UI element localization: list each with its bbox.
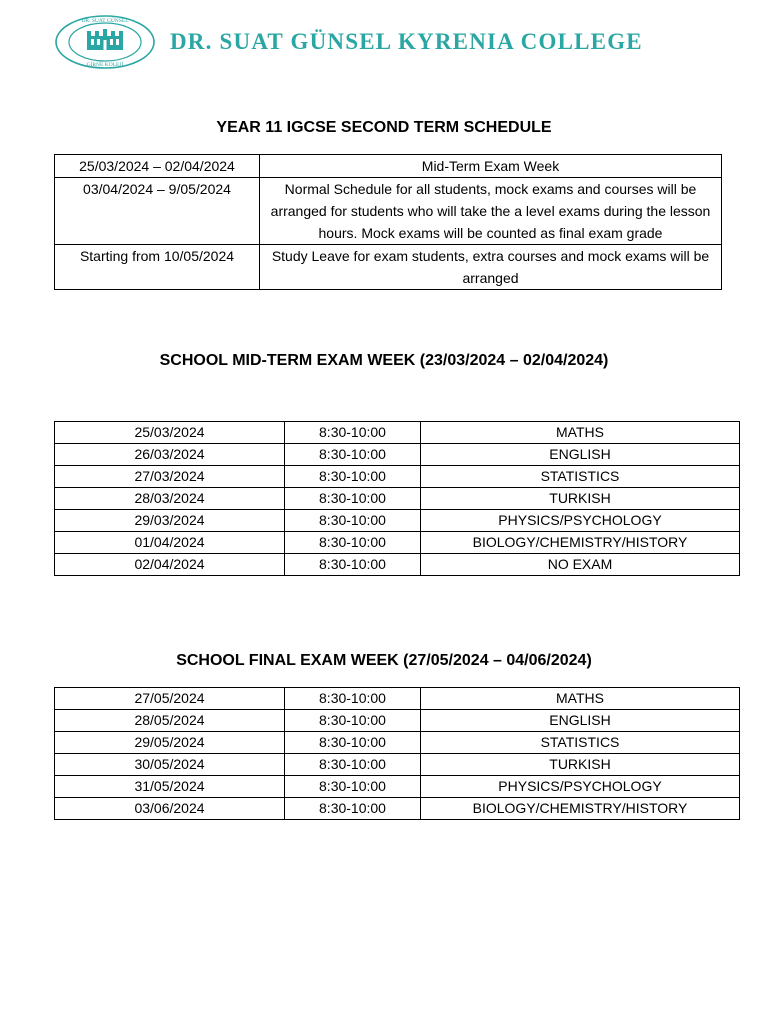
exam-time: 8:30-10:00 <box>285 510 421 532</box>
table-row <box>55 688 740 710</box>
college-logo-icon <box>54 14 156 70</box>
exam-date: 28/05/2024 <box>55 710 285 732</box>
exam-time: 8:30-10:00 <box>285 710 421 732</box>
exam-date: 29/03/2024 <box>55 510 285 532</box>
exam-time: 8:30-10:00 <box>285 466 421 488</box>
schedule-description: Mid-Term Exam Week <box>260 155 722 178</box>
schedule-description: Normal Schedule for all students, mock exams and courses will be arranged for students who will take the a level exams during the lesson hours. Mock exams will be counted as final exam grade <box>260 178 722 245</box>
schedule-dates: 25/03/2024 – 02/04/2024 <box>55 155 260 178</box>
exam-subject: NO EXAM <box>421 554 740 576</box>
exam-time: 8:30-10:00 <box>285 754 421 776</box>
table-row <box>55 155 722 178</box>
table-row <box>55 178 722 245</box>
midterm-exam-table <box>54 421 740 576</box>
exam-subject: BIOLOGY/CHEMISTRY/HISTORY <box>421 798 740 820</box>
exam-date: 26/03/2024 <box>55 444 285 466</box>
table-row <box>55 444 740 466</box>
exam-subject: MATHS <box>421 688 740 710</box>
table-row <box>55 554 740 576</box>
exam-time: 8:30-10:00 <box>285 798 421 820</box>
exam-time: 8:30-10:00 <box>285 444 421 466</box>
table-row <box>55 732 740 754</box>
exam-subject: TURKISH <box>421 754 740 776</box>
schedule-dates: 03/04/2024 – 9/05/2024 <box>55 178 260 245</box>
table-row <box>55 754 740 776</box>
exam-subject: STATISTICS <box>421 466 740 488</box>
exam-time: 8:30-10:00 <box>285 732 421 754</box>
exam-time: 8:30-10:00 <box>285 532 421 554</box>
exam-subject: BIOLOGY/CHEMISTRY/HISTORY <box>421 532 740 554</box>
table-row <box>55 710 740 732</box>
college-name: DR. SUAT GÜNSEL KYRENIA COLLEGE <box>170 29 643 54</box>
logo-bottom-text: GİRNE KOLEJİ <box>86 62 124 68</box>
exam-date: 03/06/2024 <box>55 798 285 820</box>
exam-time: 8:30-10:00 <box>285 688 421 710</box>
exam-date: 27/03/2024 <box>55 466 285 488</box>
exam-subject: STATISTICS <box>421 732 740 754</box>
exam-time: 8:30-10:00 <box>285 776 421 798</box>
table-row <box>55 532 740 554</box>
table-row <box>55 776 740 798</box>
page-header <box>54 14 734 70</box>
term-schedule-table <box>54 154 722 290</box>
table-row <box>55 466 740 488</box>
table-row <box>55 798 740 820</box>
logo-top-text: DR. SUAT GÜNSEL <box>81 18 129 24</box>
exam-date: 28/03/2024 <box>55 488 285 510</box>
final-title: SCHOOL FINAL EXAM WEEK (27/05/2024 – 04/06/2024) <box>176 652 592 669</box>
exam-time: 8:30-10:00 <box>285 554 421 576</box>
exam-time: 8:30-10:00 <box>285 488 421 510</box>
exam-date: 29/05/2024 <box>55 732 285 754</box>
exam-date: 25/03/2024 <box>55 422 285 444</box>
exam-subject: TURKISH <box>421 488 740 510</box>
exam-subject: ENGLISH <box>421 444 740 466</box>
exam-subject: PHYSICS/PSYCHOLOGY <box>421 776 740 798</box>
table-row <box>55 488 740 510</box>
exam-date: 30/05/2024 <box>55 754 285 776</box>
table-row <box>55 510 740 532</box>
exam-date: 31/05/2024 <box>55 776 285 798</box>
exam-subject: ENGLISH <box>421 710 740 732</box>
midterm-title: SCHOOL MID-TERM EXAM WEEK (23/03/2024 – 02/04/2024) <box>159 352 609 369</box>
table-row <box>55 245 722 290</box>
table-row <box>55 422 740 444</box>
exam-time: 8:30-10:00 <box>285 422 421 444</box>
exam-date: 02/04/2024 <box>55 554 285 576</box>
final-exam-table <box>54 687 740 820</box>
term-schedule-title: YEAR 11 IGCSE SECOND TERM SCHEDULE <box>216 119 552 136</box>
exam-date: 27/05/2024 <box>55 688 285 710</box>
schedule-description: Study Leave for exam students, extra courses and mock exams will be arranged <box>260 245 722 290</box>
exam-subject: PHYSICS/PSYCHOLOGY <box>421 510 740 532</box>
exam-date: 01/04/2024 <box>55 532 285 554</box>
schedule-dates: Starting from 10/05/2024 <box>55 245 260 290</box>
exam-subject: MATHS <box>421 422 740 444</box>
